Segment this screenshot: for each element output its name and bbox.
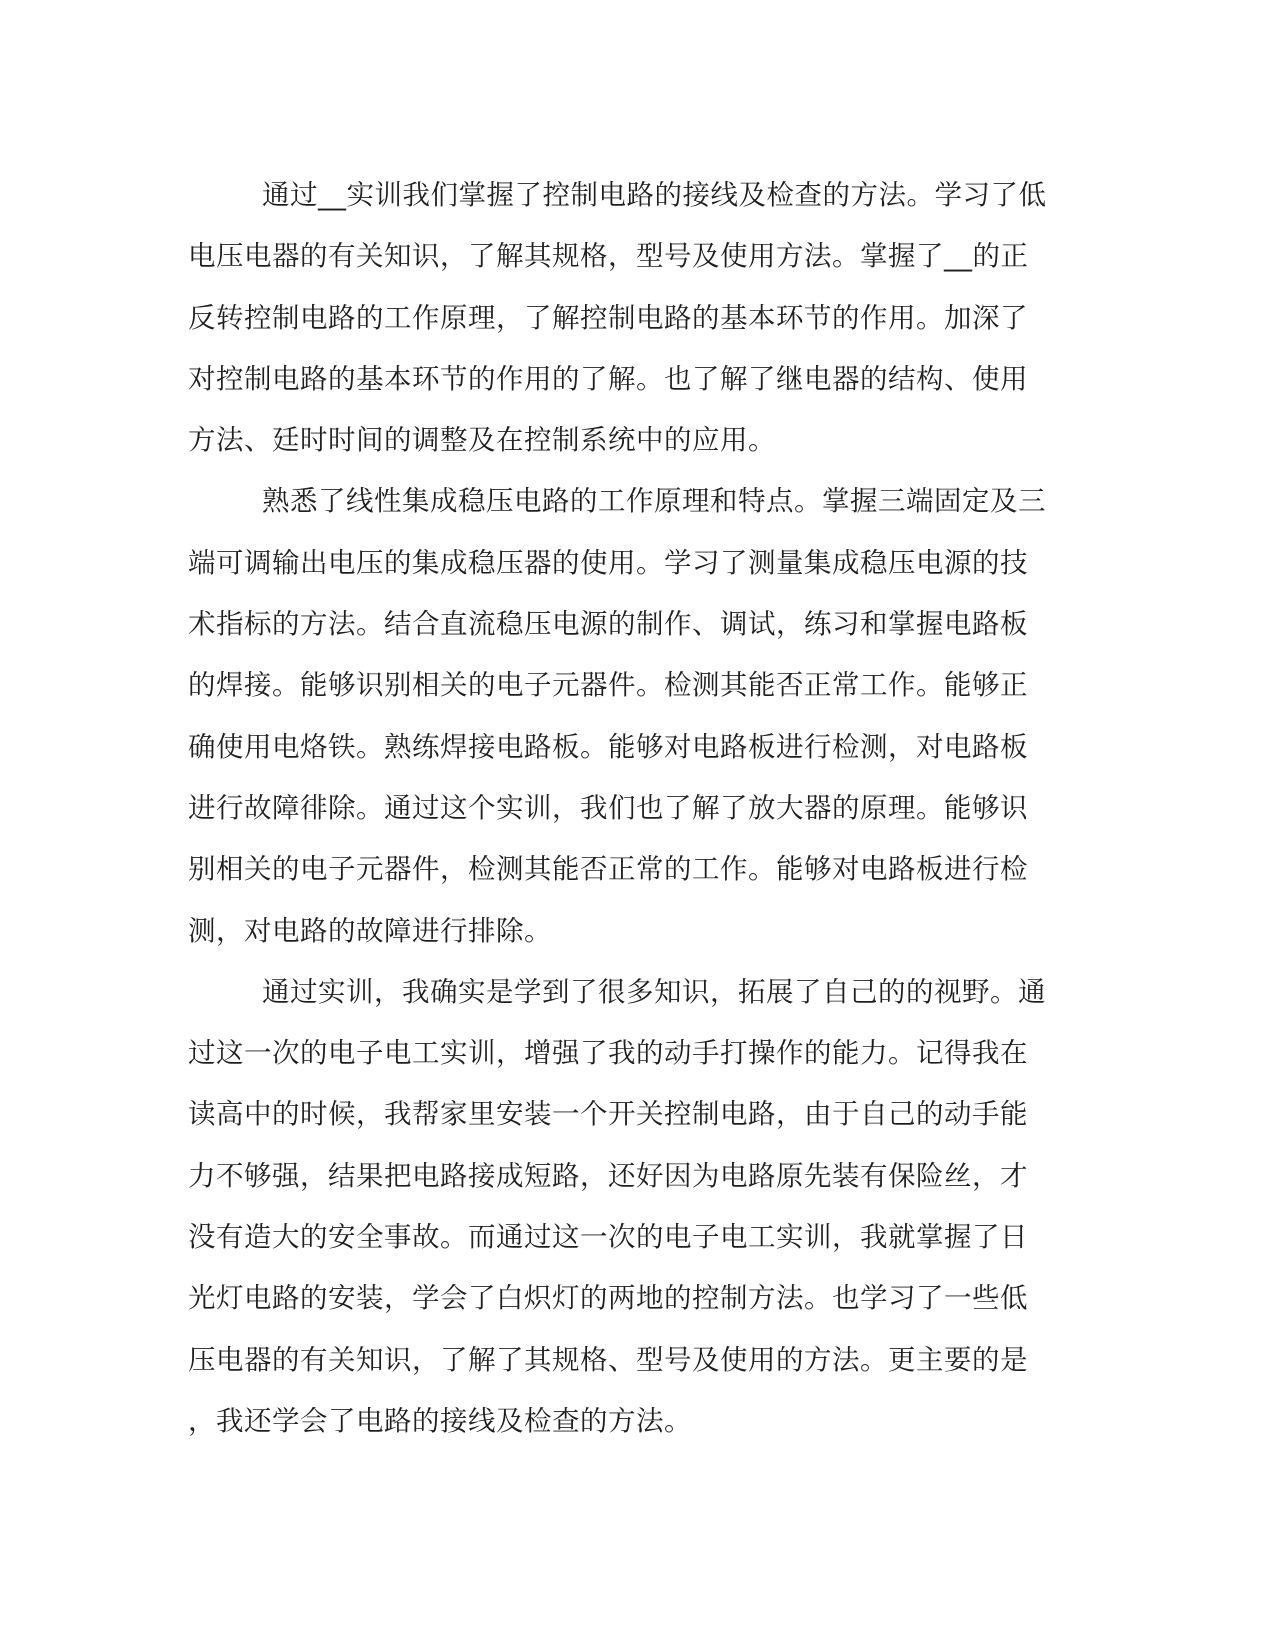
paragraph-3-line-5: 没有造大的安全事故。而通过这一次的电子电工实训，我就掌握了日 [188, 1221, 1028, 1254]
paragraph-3-line-8: ，我还学会了电路的接线及检查的方法。 [188, 1404, 692, 1437]
paragraph-3-line-6: 光灯电路的安装，学会了白炽灯的两地的控制方法。也学习了一些低 [188, 1282, 1028, 1315]
paragraph-2-line-4: 的焊接。能够识别相关的电子元器件。检测其能否正常工作。能够正 [188, 669, 1028, 702]
paragraph-3-line-3: 读高中的时候，我帮家里安装一个开关控制电路，由于自己的动手能 [188, 1098, 1028, 1131]
paragraph-1-line-3: 反转控制电路的工作原理，了解控制电路的基本环节的作用。加深了 [188, 301, 1028, 334]
paragraph-2-line-3: 术指标的方法。结合直流稳压电源的制作、调试，练习和掌握电路板 [188, 608, 1028, 641]
paragraph-3-line-1: 通过实训，我确实是学到了很多知识，拓展了自己的的视野。通 [262, 975, 1046, 1008]
document-body [188, 165, 1068, 1452]
paragraph-1-line-4: 对控制电路的基本环节的作用的了解。也了解了继电器的结构、使用 [188, 362, 1028, 395]
paragraph-3-line-4: 力不够强，结果把电路接成短路，还好因为电路原先装有保险丝，才 [188, 1159, 1028, 1192]
paragraph-2-line-7: 别相关的电子元器件，检测其能否正常的工作。能够对电路板进行检 [188, 853, 1028, 886]
paragraph-1-line-1: 通过__实训我们掌握了控制电路的接线及检查的方法。学习了低 [262, 179, 1047, 211]
paragraph-2-line-6: 进行故障徘除。通过这个实训，我们也了解了放大器的原理。能够识 [188, 791, 1028, 824]
paragraph-2-line-5: 确使用电烙铁。熟练焊接电路板。能够对电路板进行检测，对电路板 [188, 730, 1028, 763]
paragraph-3-line-7: 压电器的有关知识，了解了其规格、型号及使用的方法。更主要的是 [188, 1343, 1028, 1376]
paragraph-3-line-2: 过这一次的电子电工实训，增强了我的动手打操作的能力。记得我在 [188, 1037, 1028, 1070]
paragraph-2-line-2: 端可调输出电压的集成稳压器的使用。学习了测量集成稳压电源的技 [188, 546, 1028, 579]
paragraph-1-line-2: 电压电器的有关知识，了解其规格，型号及使用方法。掌握了__的正 [188, 240, 1029, 273]
paragraph-1-line-5: 方法、廷时时间的调整及在控制系统中的应用。 [188, 424, 776, 457]
paragraph-2-line-8: 测，对电路的故障进行排除。 [188, 914, 552, 947]
paragraph-2-line-1: 熟悉了线性集成稳压电路的工作原理和特点。掌握三端固定及三 [262, 485, 1046, 518]
